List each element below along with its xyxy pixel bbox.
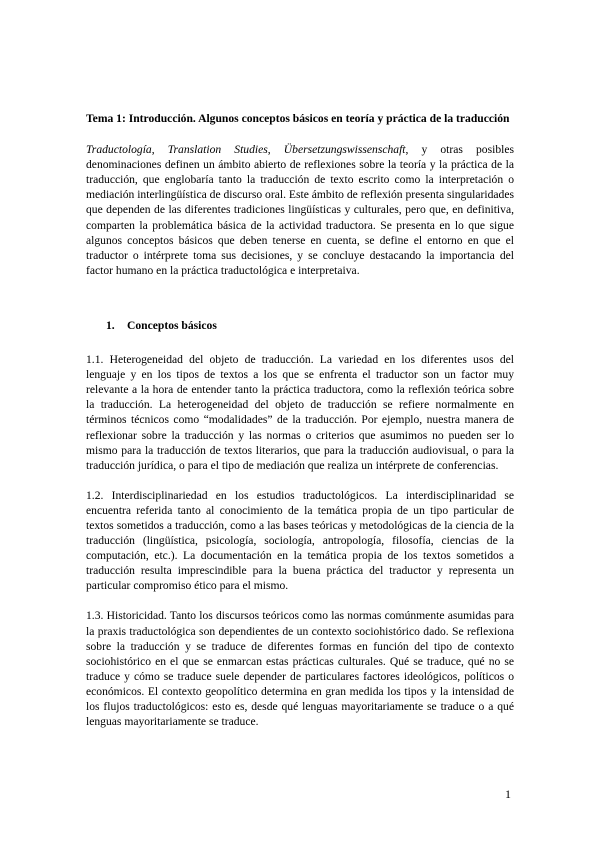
intro-separator: ,	[151, 143, 168, 157]
section-title: Conceptos básicos	[127, 318, 217, 332]
section-heading	[106, 318, 514, 333]
document-title: Tema 1: Introducción. Algunos conceptos básicos en teoría y práctica de la traducción	[86, 112, 510, 125]
paragraph-1-2: 1.2. Interdisciplinariedad en los estudios traductológicos. La interdisciplinaridad se encuentra referida tanto al conocimiento de la temática propia de un tipo particular de textos sometidos a traducción, como a las bases teóricas y metodológicas de la ciencia de la traducción (lingüística, psicología, sociología, antropología, filosofía, ciencias de la computación, etc.). La documentación en la temática propia de los textos sometidos a traducción resulta imprescindible para la buena práctica del traductor y representa un particular compromiso ético para el mismo.	[86, 488, 514, 593]
intro-term-traductologia: Traductología	[86, 143, 152, 157]
intro-term-ubersetzungswissenschaft: Übersetzungswissenschaft	[283, 143, 406, 157]
intro-paragraph	[86, 142, 514, 278]
section-number: 1.	[106, 318, 115, 332]
intro-separator: ,	[267, 143, 284, 157]
paragraph-1-3: 1.3. Historicidad. Tanto los discursos teóricos como las normas comúnmente asumidas para la praxis traductológica son dependientes de un contexto sociohistórico dado. Se reflexiona sobre la traducción y se traduce de diferentes formas en función del tipo de contexto sociohistórico en el que se enmarcan estas prácticas culturales. Qué se traduce, qué no se traduce y cómo se traduce suele depender de particulares factores ideológicos, políticos o económicos. El contexto geopolítico determina en gran medida los tipos y la intensidad de los flujos traductológicos: esto es, desde qué lenguas mayoritariamente se traduce o a qué lenguas mayoritariamente se traduce.	[86, 609, 514, 729]
document-body	[86, 111, 514, 744]
intro-text: , y otras posibles denominaciones definen un ámbito abierto de reflexiones sobre la teoría y la práctica de la traducción, que englobaría tanto la traducción de texto escrito como la interpretación o mediación interlingüística de discurso oral. Este ámbito de reflexión presenta singularidades que dependen de las diferentes tradiciones lingüísticas y culturales, pero que, en definitiva, comparten la problemática básica de la actividad traductora. Se presenta en lo que sigue algunos conceptos básicos que deben tenerse en cuenta, se define el entorno en que el traductor o intérprete toma sus decisiones, y se concluye destacando la importancia del factor humano en la práctica traductológica e interpretaiva.	[86, 143, 515, 277]
page-number: 1	[505, 787, 511, 801]
paragraph-1-1: 1.1. Heterogeneidad del objeto de traducción. La variedad en los diferentes usos del lenguaje y en los tipos de textos a los que se enfrenta el traductor son un factor muy relevante a la hora de entender tanto la práctica traductora, como la reflexión teórica sobre la traducción. La heterogeneidad del objeto de traducción se refiere normalmente en términos técnicos como “modalidades” de la traducción. Por ejemplo, nuestra manera de reflexionar sobre la traducción y las normas o criterios que asumimos no pueden ser lo mismo para la traducción de textos literarios, que para la traducción audiovisual, o para la traducción jurídica, o para el tipo de mediación que realiza un intérprete de conferencias.	[86, 353, 514, 472]
intro-term-translation-studies: Translation Studies	[167, 143, 268, 157]
